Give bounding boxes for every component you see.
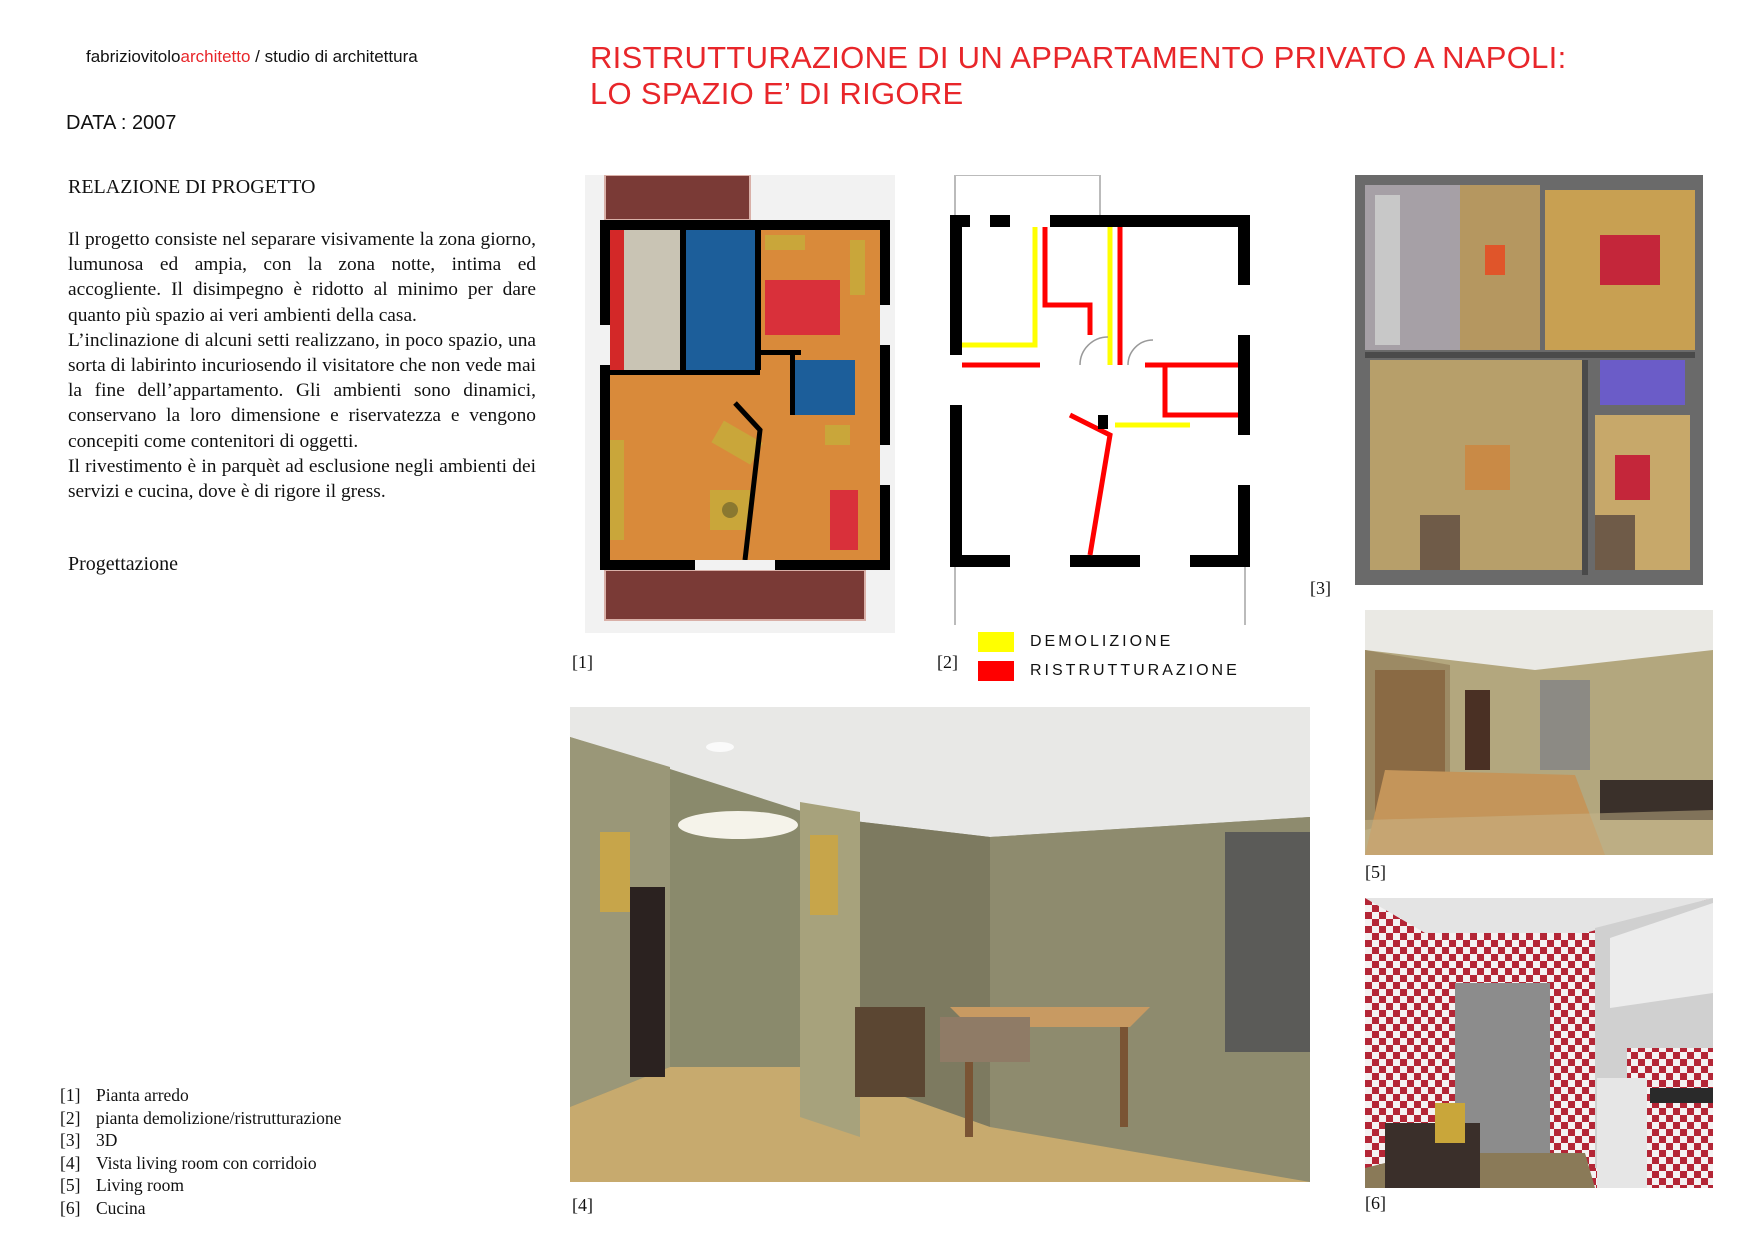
figure-3-label: [3] (1310, 578, 1331, 598)
caption-item: [2] pianta demolizione/ristrutturazione (60, 1107, 342, 1128)
page-title (590, 40, 1567, 112)
render-living-room (1365, 610, 1713, 855)
brand-text (86, 47, 418, 67)
legend-demolizione-swatch (978, 632, 1014, 652)
project-date: DATA : 2007 (66, 112, 177, 134)
caption-item: [6] Cucina (60, 1197, 146, 1218)
figure-4-label: [4] (572, 1195, 593, 1215)
render-living-room-corridor (570, 707, 1310, 1182)
figure-2-label: [2] (937, 652, 958, 672)
title-line-2: LO SPAZIO E’ DI RIGORE (590, 76, 964, 111)
legend-ristrutturazione-label: RISTRUTTURAZIONE (1030, 662, 1240, 679)
brand-name: fabriziovitolo (86, 47, 181, 66)
caption-item: [1] Pianta arredo (60, 1085, 189, 1105)
caption-list (60, 1084, 341, 1219)
relazione-heading: RELAZIONE DI PROGETTO (68, 176, 316, 198)
relazione-paragraph: L’inclinazione di alcuni setti realizzano, in poco spazio, una sorta di labirinto incuriosendo il visitatore che non vede mai la fine dell’appartamento. Gli ambienti sono dinamici, conservano la loro dimensione e riservatezza e vengono concepiti come contenitori di oggetti. (68, 329, 536, 452)
relazione-paragraph: Il rivestimento è in parquèt ad esclusione negli ambienti dei servizi e cucina, dove è di rigore il gress. (68, 455, 536, 503)
brand-suffix: / studio di architettura (250, 47, 418, 66)
caption-item: [5] Living room (60, 1175, 184, 1195)
legend-demolizione-label: DEMOLIZIONE (1030, 633, 1174, 650)
brand-accent: architetto (180, 47, 251, 66)
floor-plan-furnished (585, 175, 895, 633)
progettazione-label: Progettazione (68, 553, 178, 575)
title-line-1: RISTRUTTURAZIONE DI UN APPARTAMENTO PRIVATO A NAPOLI: (590, 40, 1567, 75)
figure-6-label: [6] (1365, 1193, 1386, 1213)
relazione-paragraph: Il progetto consiste nel separare visivamente la zona giorno, lumunosa ed ampia, con la zona notte, intima ed accogliente. Il disimpegno è ridotto al minimo per dare quanto più spazio ai veri ambienti della casa. (68, 229, 536, 326)
floor-plan-demolition (950, 175, 1250, 625)
relazione-body (68, 227, 536, 504)
figure-1-label: [1] (572, 652, 593, 672)
render-kitchen (1365, 898, 1713, 1188)
caption-item: [4] Vista living room con corridoio (60, 1152, 317, 1173)
figure-5-label: [5] (1365, 862, 1386, 882)
legend-ristrutturazione-swatch (978, 661, 1014, 681)
render-3d-top-view (1355, 175, 1703, 585)
caption-item: [3] 3D (60, 1130, 118, 1150)
